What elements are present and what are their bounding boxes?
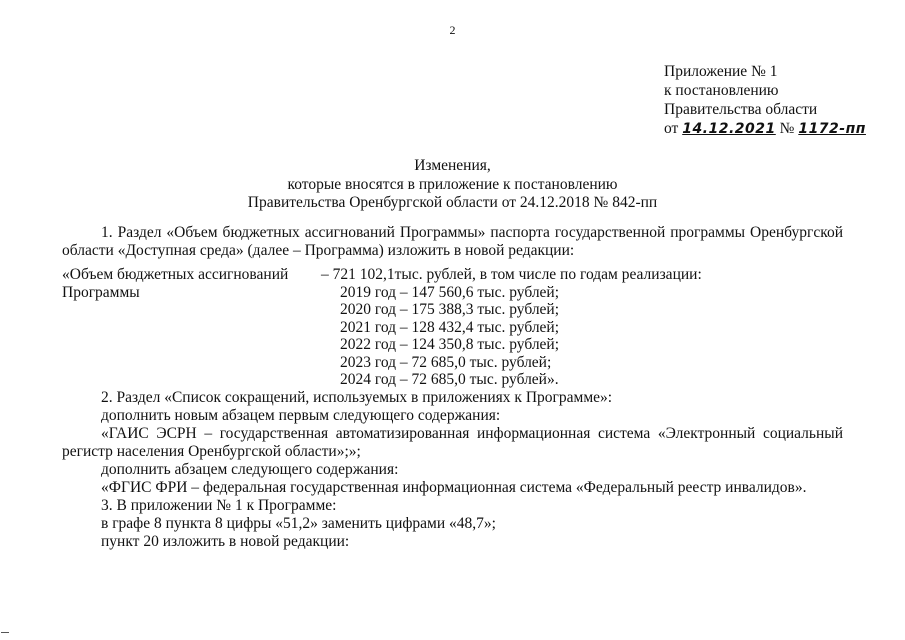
document-title bbox=[0, 157, 905, 213]
appendix-date-line bbox=[664, 119, 866, 139]
section3-point20: пункт 20 изложить в новой редакции: bbox=[101, 533, 350, 550]
budget-values bbox=[321, 266, 702, 389]
budget-year-2024: 2024 год – 72 685,0 тыс. рублей». bbox=[340, 371, 559, 388]
page-number: 2 bbox=[449, 23, 456, 37]
appendix-header bbox=[664, 62, 866, 139]
scan-corner-mark bbox=[1, 632, 9, 633]
handwritten-number: 1172-пп bbox=[798, 121, 866, 137]
appendix-title: Приложение № 1 bbox=[664, 63, 778, 80]
budget-year-2023: 2023 год – 72 685,0 тыс. рублей; bbox=[340, 353, 552, 371]
title-line-3: Правительства Оренбургской области от 24.12.2018 № 842-пп bbox=[247, 194, 658, 211]
budget-label bbox=[62, 266, 288, 301]
section2-add-first: дополнить новым абзацем первым следующего содержания: bbox=[101, 407, 501, 424]
title-line-2: которые вносятся в приложение к постановлению bbox=[287, 175, 618, 193]
handwritten-date: 14.12.2021 bbox=[682, 121, 776, 137]
number-sign: № bbox=[779, 120, 795, 137]
budget-year-2021: 2021 год – 128 432,4 тыс. рублей; bbox=[340, 318, 560, 336]
title-line-1: Изменения, bbox=[414, 157, 491, 174]
section3-intro: 3. В приложении № 1 к Программе: bbox=[101, 497, 337, 514]
budget-year-2019: 2019 год – 147 560,6 тыс. рублей; bbox=[340, 283, 560, 301]
date-prefix: от bbox=[664, 120, 679, 137]
budget-label-line-1: «Объем бюджетных ассигнований bbox=[62, 266, 289, 283]
appendix-authority: Правительства области bbox=[664, 101, 818, 118]
budget-year-2020: 2020 год – 175 388,3 тыс. рублей; bbox=[340, 301, 560, 318]
section2-gais: «ГАИС ЭСРН – государственная автоматизированная информационная система «Электронный социальный регистр населения Оренбургской области»;»; bbox=[62, 425, 843, 460]
section2-intro: 2. Раздел «Список сокращений, используемых в приложениях к Программе»: bbox=[101, 389, 613, 406]
budget-total: – 721 102,1тыс. рублей, в том числе по годам реализации: bbox=[321, 266, 702, 283]
budget-label-line-2: Программы bbox=[62, 283, 140, 301]
section2-fgis: «ФГИС ФРИ – федеральная государственная информационная система «Федеральный реестр инвалидов». bbox=[101, 479, 807, 496]
section1-intro: 1. Раздел «Объем бюджетных ассигнований Программы» паспорта государственной программы Оренбургской области «Доступная среда» (далее – Программа) изложить в новой редакции: bbox=[62, 224, 843, 259]
section3-graph8: в графе 8 пункта 8 цифры «51,2» заменить цифрами «48,7»; bbox=[101, 515, 496, 532]
section2-add-para: дополнить абзацем следующего содержания: bbox=[101, 461, 399, 478]
budget-year-2022: 2022 год – 124 350,8 тыс. рублей; bbox=[340, 336, 560, 353]
appendix-subtitle: к постановлению bbox=[664, 82, 779, 99]
